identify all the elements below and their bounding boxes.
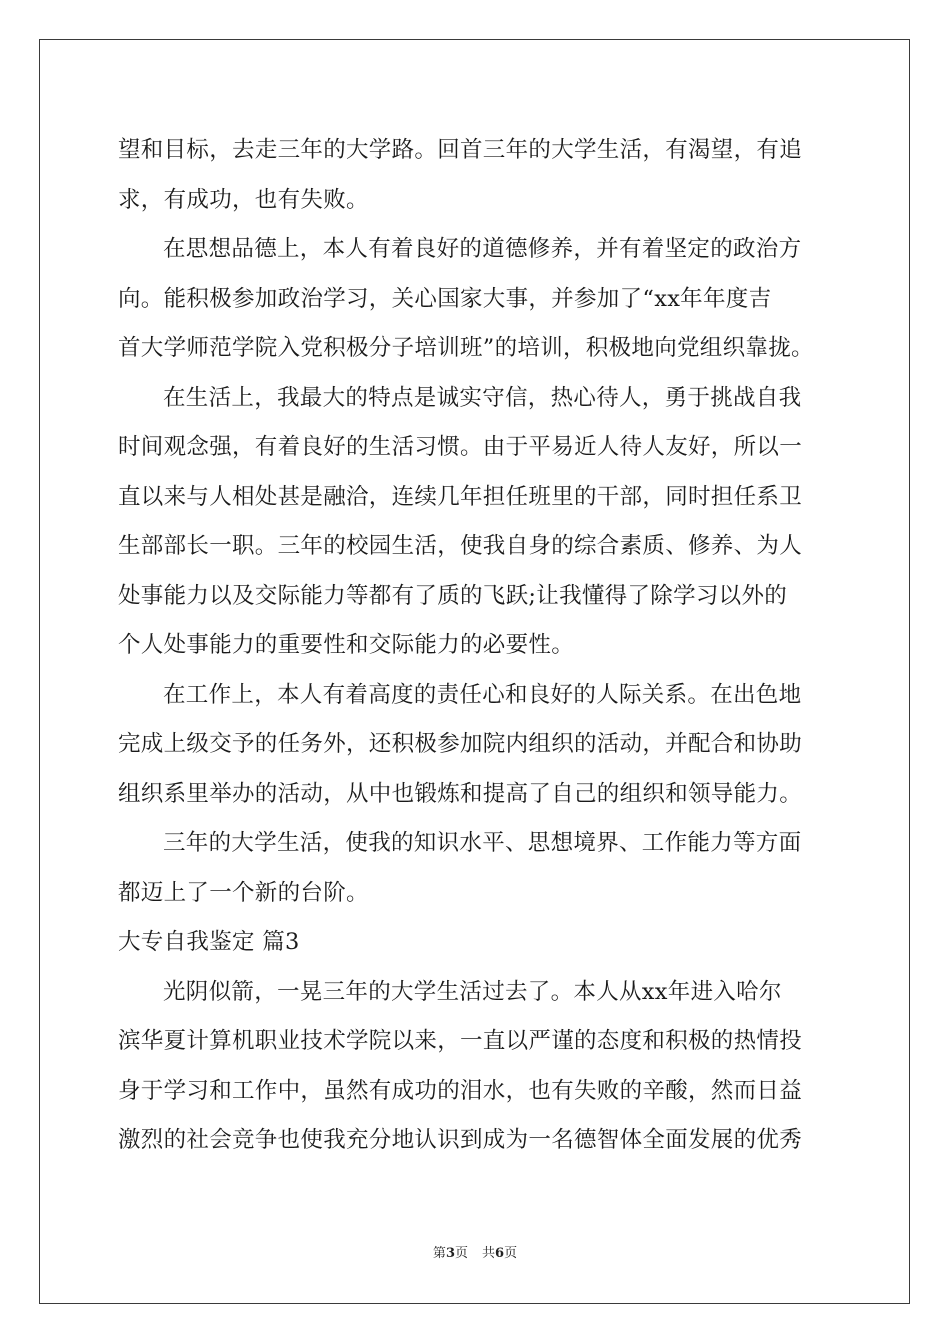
text-line: 身于学习和工作中，虽然有成功的泪水，也有失败的辛酸，然而日益 xyxy=(118,1077,803,1104)
text-line: 组织系里举办的活动，从中也锻炼和提高了自己的组织和领导能力。 xyxy=(118,780,803,807)
total-prefix: 共 xyxy=(482,1246,496,1261)
text-line: 个人处事能力的重要性和交际能力的必要性。 xyxy=(118,632,575,658)
text-line: 向。能积极参加政治学习，关心国家大事，并参加了“xx年年度吉 xyxy=(118,285,772,312)
section-heading: 大专自我鉴定 篇3 xyxy=(118,929,300,955)
page-unit: 页 xyxy=(454,1246,468,1261)
paragraph-start-line: 在生活上，我最大的特点是诚实守信，热心待人，勇于挑战自我 xyxy=(163,384,802,411)
text-line: 都迈上了一个新的台阶。 xyxy=(118,879,369,906)
text-line: 望和目标，去走三年的大学路。回首三年的大学生活，有渴望，有追 xyxy=(118,137,803,163)
text-line: 生部部长一职。三年的校园生活，使我自身的综合素质、修养、为人 xyxy=(118,533,803,559)
text-line: 激烈的社会竞争也使我充分地认识到成为一名德智体全面发展的优秀 xyxy=(118,1127,803,1153)
current-page-number: 3 xyxy=(445,1246,455,1261)
text-line: 求，有成功，也有失败。 xyxy=(118,186,369,213)
page-prefix: 第 xyxy=(432,1246,446,1261)
total-page-count: 6 xyxy=(495,1246,505,1261)
text-line: 首大学师范学院入党积极分子培训班”的培训，积极地向党组织靠拢。 xyxy=(118,335,814,361)
paragraph-start-line: 光阴似箭，一晃三年的大学生活过去了。本人从xx年进入哈尔 xyxy=(163,978,782,1005)
total-unit: 页 xyxy=(504,1246,518,1261)
paragraph-start-line: 在思想品德上，本人有着良好的道德修养，并有着坚定的政治方 xyxy=(163,236,802,262)
document-body xyxy=(118,126,834,1166)
text-line: 处事能力以及交际能力等都有了质的飞跃;让我懂得了除学习以外的 xyxy=(118,582,788,609)
text-line: 滨华夏计算机职业技术学院以来，一直以严谨的态度和积极的热情投 xyxy=(118,1028,803,1054)
text-line: 时间观念强，有着良好的生活习惯。由于平易近人待人友好，所以一 xyxy=(118,434,803,460)
text-line: 直以来与人相处甚是融洽，连续几年担任班里的干部，同时担任系卫 xyxy=(118,483,803,510)
paragraph-start-line: 在工作上，本人有着高度的责任心和良好的人际关系。在出色地 xyxy=(163,681,802,708)
paragraph-start-line: 三年的大学生活，使我的知识水平、思想境界、工作能力等方面 xyxy=(163,830,802,856)
text-line: 完成上级交予的任务外，还积极参加院内组织的活动，并配合和协助 xyxy=(118,731,803,757)
page-footer xyxy=(0,1242,950,1261)
